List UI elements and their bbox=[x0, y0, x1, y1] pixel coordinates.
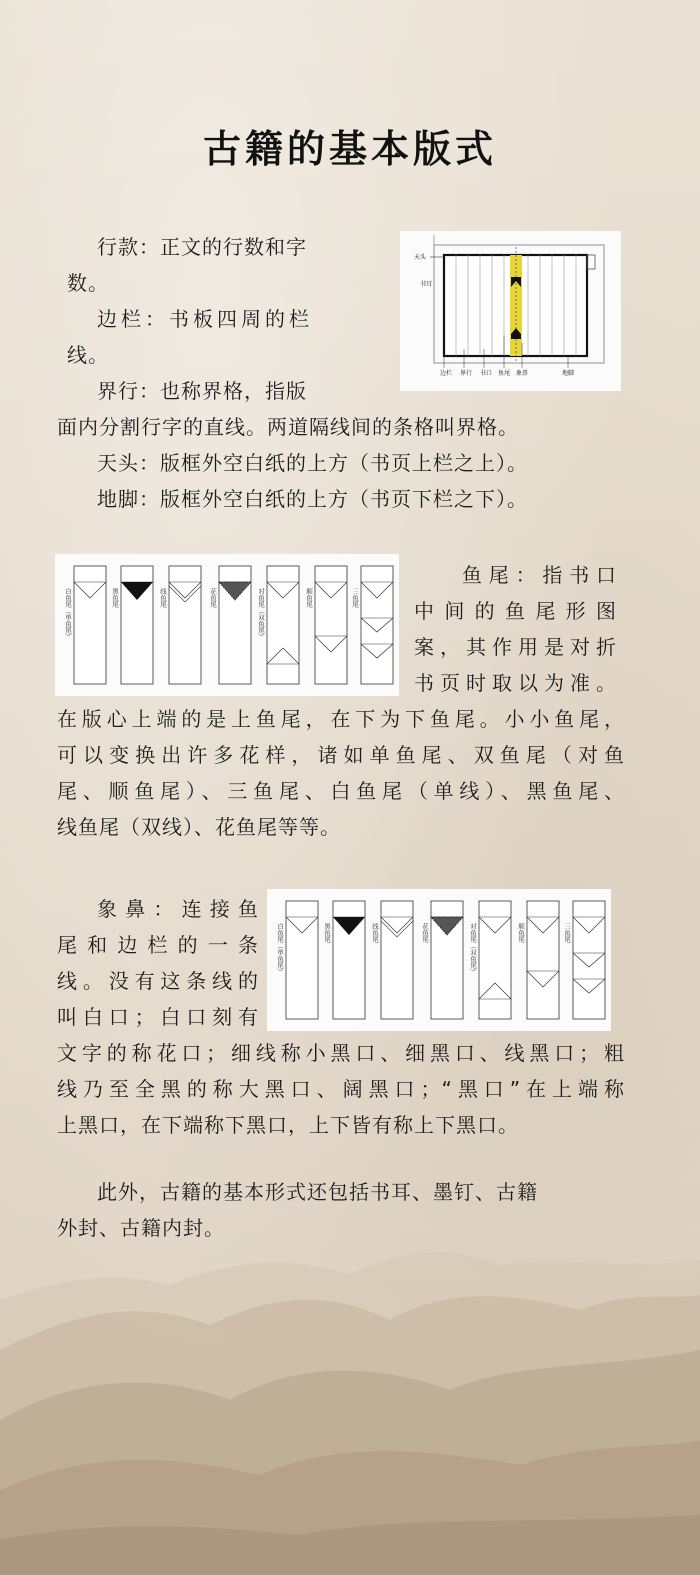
fishtail-a-label-4: 花鱼尾 bbox=[209, 588, 217, 608]
page-title: 古籍的基本版式 bbox=[202, 126, 497, 171]
jiehang-line-1: 界行：也称界格，指版 bbox=[97, 379, 307, 403]
fishtail-b-label-7: 三鱼尾 bbox=[563, 923, 571, 943]
fishtail-line-8: 线鱼尾（双线）、花鱼尾等等。 bbox=[57, 815, 341, 839]
fishtail-a-label-7: 三鱼尾 bbox=[351, 588, 359, 608]
fishtail-a-label-3: 线鱼尾 bbox=[159, 588, 167, 608]
fishtail-b-label-6: 顺鱼尾 bbox=[517, 923, 525, 943]
mountain-landscape bbox=[0, 1240, 700, 1575]
fishtail-line-6: 可以变换出许多花样，诸如单鱼尾、双鱼尾（对鱼 bbox=[57, 743, 625, 767]
jiehang-line-2: 面内分割行字的直线。两道隔线间的条格叫界格。 bbox=[57, 415, 519, 439]
other-line-2: 外封、古籍内封。 bbox=[57, 1216, 225, 1240]
xiangbi-line-4: 叫白口；白口刻有 bbox=[57, 1005, 259, 1029]
page-layout-diagram bbox=[400, 231, 621, 391]
fishtail-a-label-1: 白鱼尾（单鱼尾） bbox=[64, 588, 72, 640]
xiangbi-line-6: 线乃至全黑的称大黑口、阔黑口；“黑口”在上端称 bbox=[57, 1077, 625, 1101]
xiangbi-line-5: 文字的称花口；细线称小黑口、细黑口、线黑口；粗 bbox=[57, 1041, 625, 1065]
fishtail-a-label-2: 黑鱼尾 bbox=[111, 588, 119, 608]
fishtail-b-label-1: 白鱼尾（单鱼尾） bbox=[276, 923, 284, 975]
fishtail-line-5: 在版心上端的是上鱼尾，在下为下鱼尾。小小鱼尾， bbox=[57, 707, 625, 731]
hangkuan-line-1: 行款：正文的行数和字 bbox=[97, 235, 307, 259]
label-shukou: 书口 bbox=[480, 370, 493, 377]
fishtail-line-2: 中间的鱼尾形图 bbox=[414, 599, 617, 623]
xiangbi-line-3: 线。没有这条线的 bbox=[57, 969, 259, 993]
label-dijiao: 地脚 bbox=[562, 370, 575, 377]
fishtail-a-label-5: 对鱼尾（双鱼尾） bbox=[257, 588, 265, 640]
section-xiangbi bbox=[57, 891, 625, 1143]
section-other bbox=[57, 1174, 625, 1246]
fishtail-a-label-6: 顺鱼尾 bbox=[305, 588, 313, 608]
xiangbi-line-7: 上黑口，在下端称下黑口，上下皆有称上下黑口。 bbox=[57, 1113, 519, 1137]
xiangbi-line-1: 象鼻：连接鱼 bbox=[97, 897, 259, 921]
fishtail-line-7: 尾、顺鱼尾）、三鱼尾、白鱼尾（单线）、黑鱼尾、 bbox=[57, 779, 625, 803]
biankuan-line-1: 边栏：书板四周的栏 bbox=[97, 307, 313, 331]
other-line-1: 此外，古籍的基本形式还包括书耳、墨钉、古籍 bbox=[97, 1180, 538, 1204]
section-fishtail bbox=[57, 557, 625, 845]
fishtail-b-label-5: 对鱼尾（双鱼尾） bbox=[469, 923, 477, 975]
fishtail-line-4: 书页时取以为准。 bbox=[414, 671, 617, 695]
xiangbi-line-2: 尾和边栏的一条 bbox=[57, 933, 259, 957]
dijiao-line: 地脚：版框外空白纸的上方（书页下栏之下）。 bbox=[97, 487, 528, 511]
label-shuer: 书耳 bbox=[420, 281, 433, 288]
label-yuwei: 鱼尾 bbox=[498, 370, 511, 377]
fishtail-line-3: 案，其作用是对折 bbox=[414, 635, 617, 659]
label-jiehang: 界行 bbox=[460, 370, 473, 377]
label-biankuan: 边栏 bbox=[440, 370, 453, 377]
fishtail-b-label-3: 线鱼尾 bbox=[371, 923, 379, 943]
label-xiangbi: 象鼻 bbox=[516, 370, 529, 377]
biankuan-line-2: 线。 bbox=[67, 343, 109, 367]
fishtail-b-label-2: 黑鱼尾 bbox=[323, 923, 331, 943]
fishtail-b-label-4: 花鱼尾 bbox=[421, 923, 429, 943]
hangkuan-line-2: 数。 bbox=[67, 271, 109, 295]
fishtail-line-1: 鱼尾：指书口 bbox=[462, 563, 617, 587]
tiantou-line: 天头：版框外空白纸的上方（书页上栏之上）。 bbox=[97, 451, 528, 475]
label-tiantou: 天头 bbox=[414, 254, 427, 261]
